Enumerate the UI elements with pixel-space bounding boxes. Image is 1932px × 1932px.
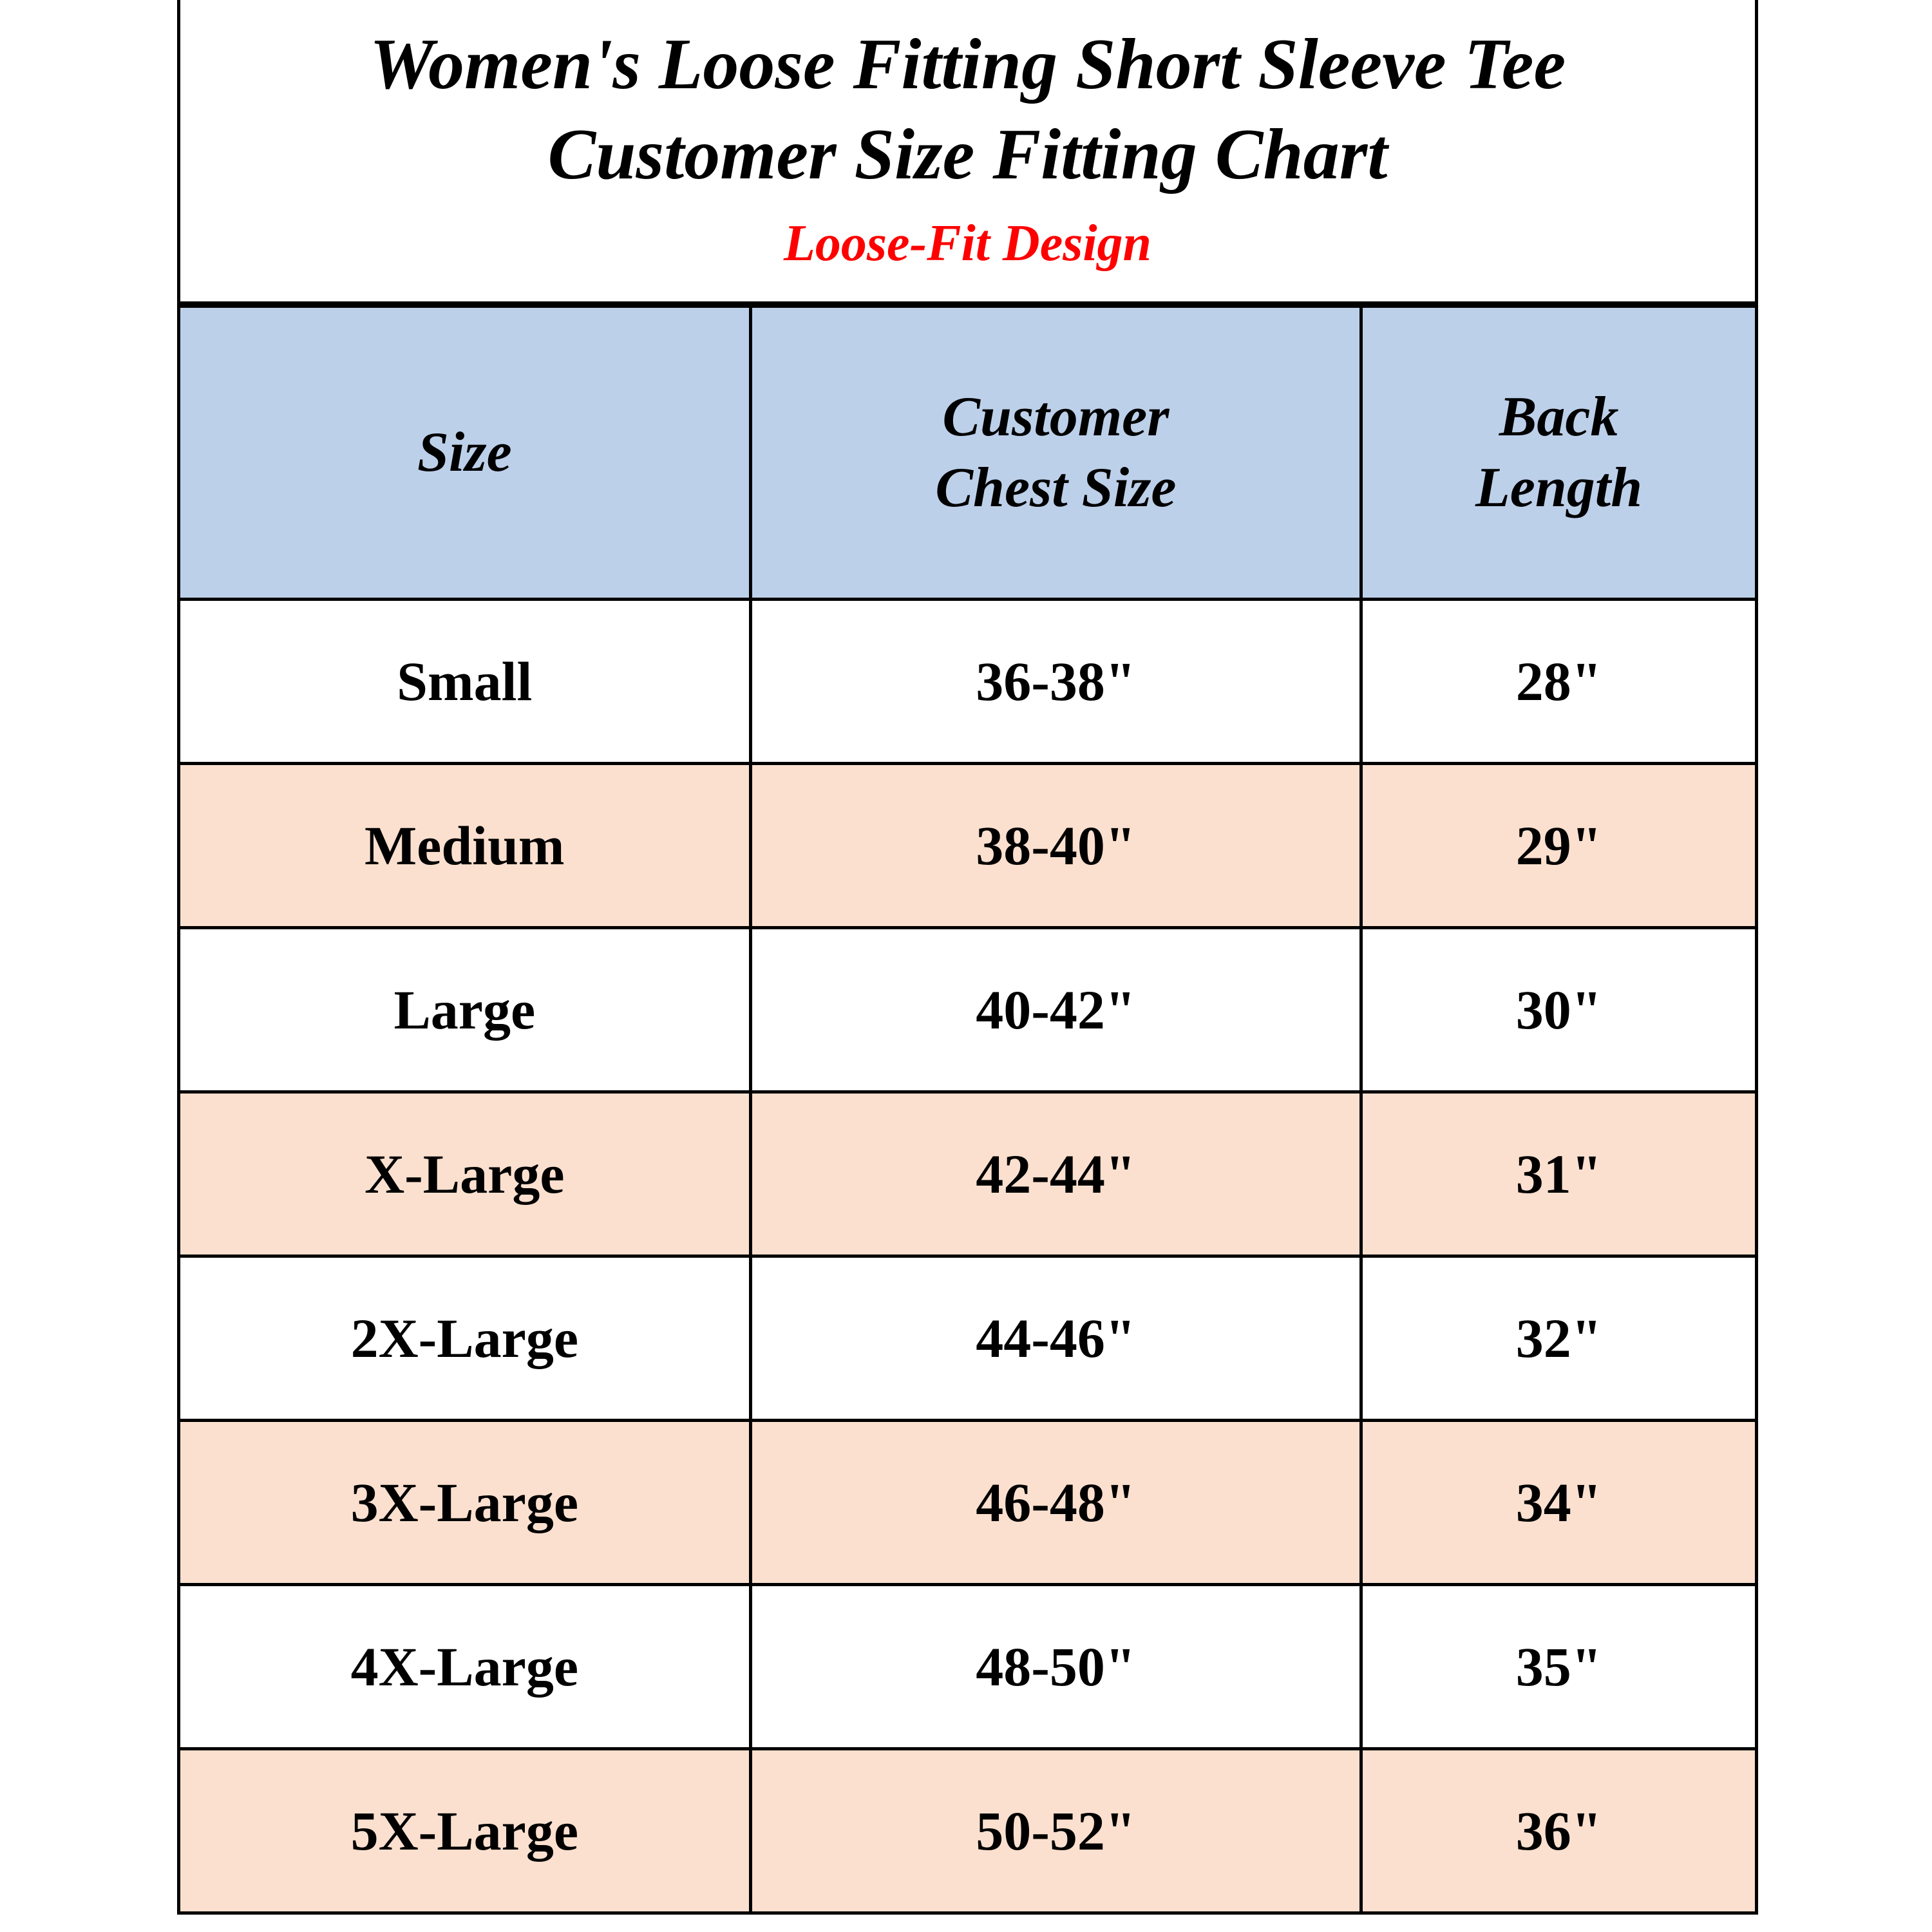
cell-back: 34" (1361, 1421, 1755, 1585)
column-header-chest-line1: Customer (942, 386, 1170, 448)
table-row (180, 1421, 1755, 1585)
table-header (180, 307, 1755, 600)
cell-size: 4X-Large (180, 1585, 750, 1749)
cell-size: Medium (180, 764, 750, 928)
table-row (180, 1092, 1755, 1256)
cell-size: 3X-Large (180, 1421, 750, 1585)
subtitle: Loose-Fit Design (783, 215, 1152, 272)
column-header-size (180, 307, 750, 600)
table-row (180, 1585, 1755, 1749)
cell-back: 36" (1361, 1749, 1755, 1912)
column-header-back (1361, 307, 1755, 600)
cell-chest: 50-52" (750, 1749, 1361, 1912)
column-header-chest-line2: Chest Size (935, 457, 1177, 519)
table-row (180, 1256, 1755, 1421)
chart-title-block (180, 0, 1755, 305)
column-header-back-line1: Back (1499, 386, 1619, 448)
column-header-chest (750, 307, 1361, 600)
column-header-back-line2: Length (1475, 457, 1643, 519)
cell-chest: 36-38" (750, 600, 1361, 764)
cell-back: 35" (1361, 1585, 1755, 1749)
table-row (180, 1749, 1755, 1912)
title-line-2: Customer Size Fitting Chart (547, 115, 1388, 194)
cell-chest: 42-44" (750, 1092, 1361, 1256)
column-header-size-line1: Size (417, 421, 512, 484)
cell-size: Small (180, 600, 750, 764)
cell-size: 2X-Large (180, 1256, 750, 1421)
cell-chest: 40-42" (750, 928, 1361, 1092)
title-line-1: Women's Loose Fitting Short Sleeve Tee (369, 24, 1566, 104)
size-fitting-table (180, 305, 1755, 1911)
cell-chest: 44-46" (750, 1256, 1361, 1421)
cell-back: 31" (1361, 1092, 1755, 1256)
table-body (180, 600, 1755, 1912)
cell-chest: 46-48" (750, 1421, 1361, 1585)
cell-back: 28" (1361, 600, 1755, 764)
cell-back: 32" (1361, 1256, 1755, 1421)
size-chart (177, 0, 1758, 1915)
cell-back: 29" (1361, 764, 1755, 928)
table-row (180, 600, 1755, 764)
table-header-row (180, 307, 1755, 600)
cell-size: X-Large (180, 1092, 750, 1256)
table-row (180, 764, 1755, 928)
cell-size: 5X-Large (180, 1749, 750, 1912)
cell-size: Large (180, 928, 750, 1092)
cell-back: 30" (1361, 928, 1755, 1092)
cell-chest: 38-40" (750, 764, 1361, 928)
table-row (180, 928, 1755, 1092)
cell-chest: 48-50" (750, 1585, 1361, 1749)
